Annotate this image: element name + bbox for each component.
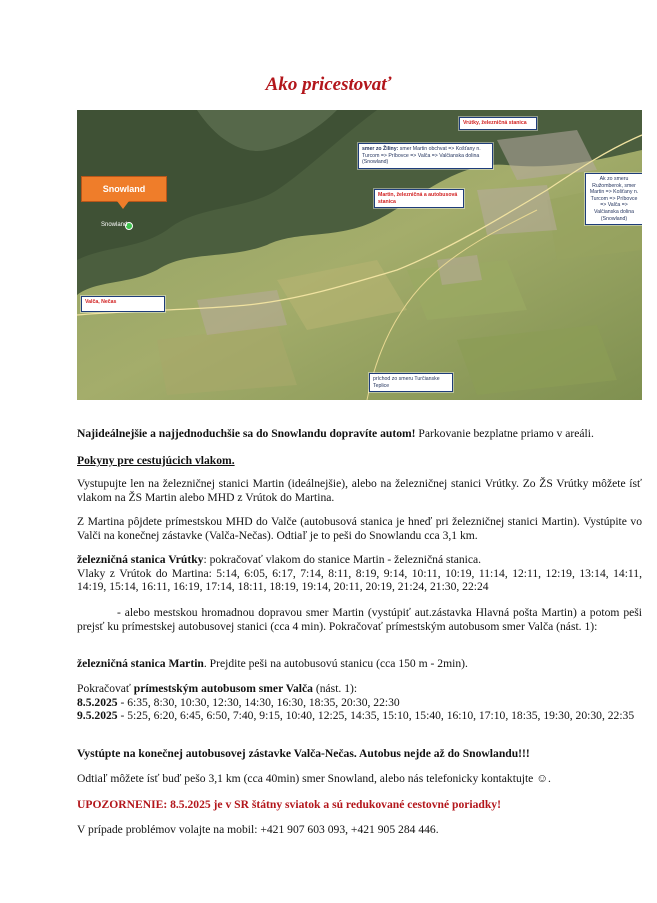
callout-teplice <box>369 373 453 392</box>
paragraph-car <box>77 427 642 441</box>
schedule-date-1: 8.5.2025 <box>77 695 118 709</box>
snowland-pin-label: Snowland <box>101 222 128 228</box>
heading-train-text: Pokyny pre cestujúcich vlakom. <box>77 454 235 467</box>
snowland-arrow-icon <box>117 201 129 209</box>
callout-valca <box>81 296 165 312</box>
schedule-times-2: - 5:25, 6:20, 6:45, 6:50, 7:40, 9:15, 10:40, 12:25, 14:35, 15:10, 15:40, 16:10, 17:10, 18:35, 19:30, 20:30, 22:35 <box>117 709 635 723</box>
callout-martin-text: Martin, železničná a autobusová stanica <box>378 192 458 205</box>
warning-text: UPOZORNENIE: 8.5.2025 je v SR štátny sviatok a sú redukované cestovné poriadky! <box>77 798 501 811</box>
paragraph-final-stop <box>77 747 642 761</box>
paragraph-contact: V prípade problémov volajte na mobil: +421 907 603 093, +421 905 284 446. <box>77 823 439 836</box>
paragraph-warning <box>77 798 642 812</box>
callout-zilina-title: smer zo Žiliny: <box>362 146 399 152</box>
schedule-lead-text: Pokračovať <box>77 682 134 695</box>
schedule-bold-text: prímestským autobusom smer Valča <box>133 682 313 695</box>
martin-bold-text: železničná stanica Martin <box>77 657 204 670</box>
aerial-map <box>77 110 642 400</box>
paragraph-mhd: - alebo mestskou hromadnou dopravou smer Martin (vystúpiť aut.zástavka Hlavná pošta Martin) a potom peši prejsť ku prímestskej autobusovej stanici (cca 4 min). Pokračovať prímestským autobusom smer Valča (nást. 1): <box>77 606 642 633</box>
final-stop-text: Vystúpte na konečnej autobusovej zástavke Valča-Nečas. Autobus nejde až do Snowlandu!!! <box>77 747 530 760</box>
paragraph-walk: Odtiaľ môžete ísť buď pešo 3,1 km (cca 40min) smer Snowland, alebo nás telefonicky kontaktujte ☺. <box>77 772 551 785</box>
callout-teplice-text: príchod zo smeru Turčianske Teplice <box>373 376 440 389</box>
vrutky-train-times: Vlaky z Vrútok do Martina: 5:14, 6:05, 6:17, 7:14, 8:11, 8:19, 9:14, 10:11, 10:19, 11:14, 12:11, 12:19, 13:14, 14:11, 14:19, 15:14, 16:11, 16:19, 17:14, 18:11, 18:19, 19:14, 20:11, 20:19, 21:24, 21:30, 22:24 <box>77 566 642 594</box>
callout-martin <box>374 189 464 208</box>
vrutky-rest-text: : pokračovať vlakom do stanice Martin - železničná stanica. <box>203 553 482 566</box>
callout-vrutky-text: Vrútky, železničná stanica <box>463 120 527 126</box>
heading-train <box>77 454 642 468</box>
vrutky-bold-text: železničná stanica Vrútky <box>77 553 204 566</box>
schedule-rest-text: (nást. 1): <box>312 682 358 695</box>
page-title: Ako pricestovať <box>265 74 392 95</box>
paragraph-martin-station <box>77 657 642 671</box>
callout-ruzomberok-text: Ak zo smeru Ružomberok, smer Martin => Košťany n. Turcom => Príbovce => Valča => Valčianska dolina (Snowland) <box>589 176 639 222</box>
paragraph-bus-schedule <box>77 682 642 723</box>
callout-vrutky <box>459 117 537 130</box>
car-rest-text: Parkovanie bezplatne priamo v areáli. <box>415 427 594 440</box>
callout-zilina-text: smer Martin obchvat => Košťany n. Turcom => Príbovce => Valča => Valčianska dolina (Snowland) <box>362 146 481 166</box>
paragraph-martin-bus: Z Martina pôjdete prímestskou MHD do Valče (autobusová stanica je hneď pri železničnej stanici Martin). Vystúpite vo Valči na konečnej zástavke (Valča-Nečas). Odtiaľ je to peši do Snowlandu cca 3,1 km. <box>77 515 642 542</box>
paragraph-stations: Vystupujte len na železničnej stanici Martin (ideálnejšie), alebo na železničnej stanici Vrútky. Zo ŽS Vrútky môžete ísť vlakom na ŽS Martin alebo MHD z Vrútok do Martina. <box>77 477 642 504</box>
callout-ruzomberok <box>585 173 642 225</box>
paragraph-vrutky <box>77 553 642 594</box>
schedule-date-2: 9.5.2025 <box>77 709 118 723</box>
snowland-label-box: Snowland <box>81 176 167 202</box>
martin-rest-text: . Prejdite peši na autobusovú stanicu (cca 150 m - 2min). <box>203 657 468 670</box>
callout-valca-text: Valča, Nečas <box>85 299 117 305</box>
car-bold-text: Najideálnejšie a najjednoduchšie sa do Snowlandu dopravíte autom! <box>77 427 416 440</box>
schedule-times-1: - 6:35, 8:30, 10:30, 12:30, 14:30, 16:30, 18:35, 20:30, 22:30 <box>117 695 400 709</box>
callout-zilina <box>358 143 493 169</box>
